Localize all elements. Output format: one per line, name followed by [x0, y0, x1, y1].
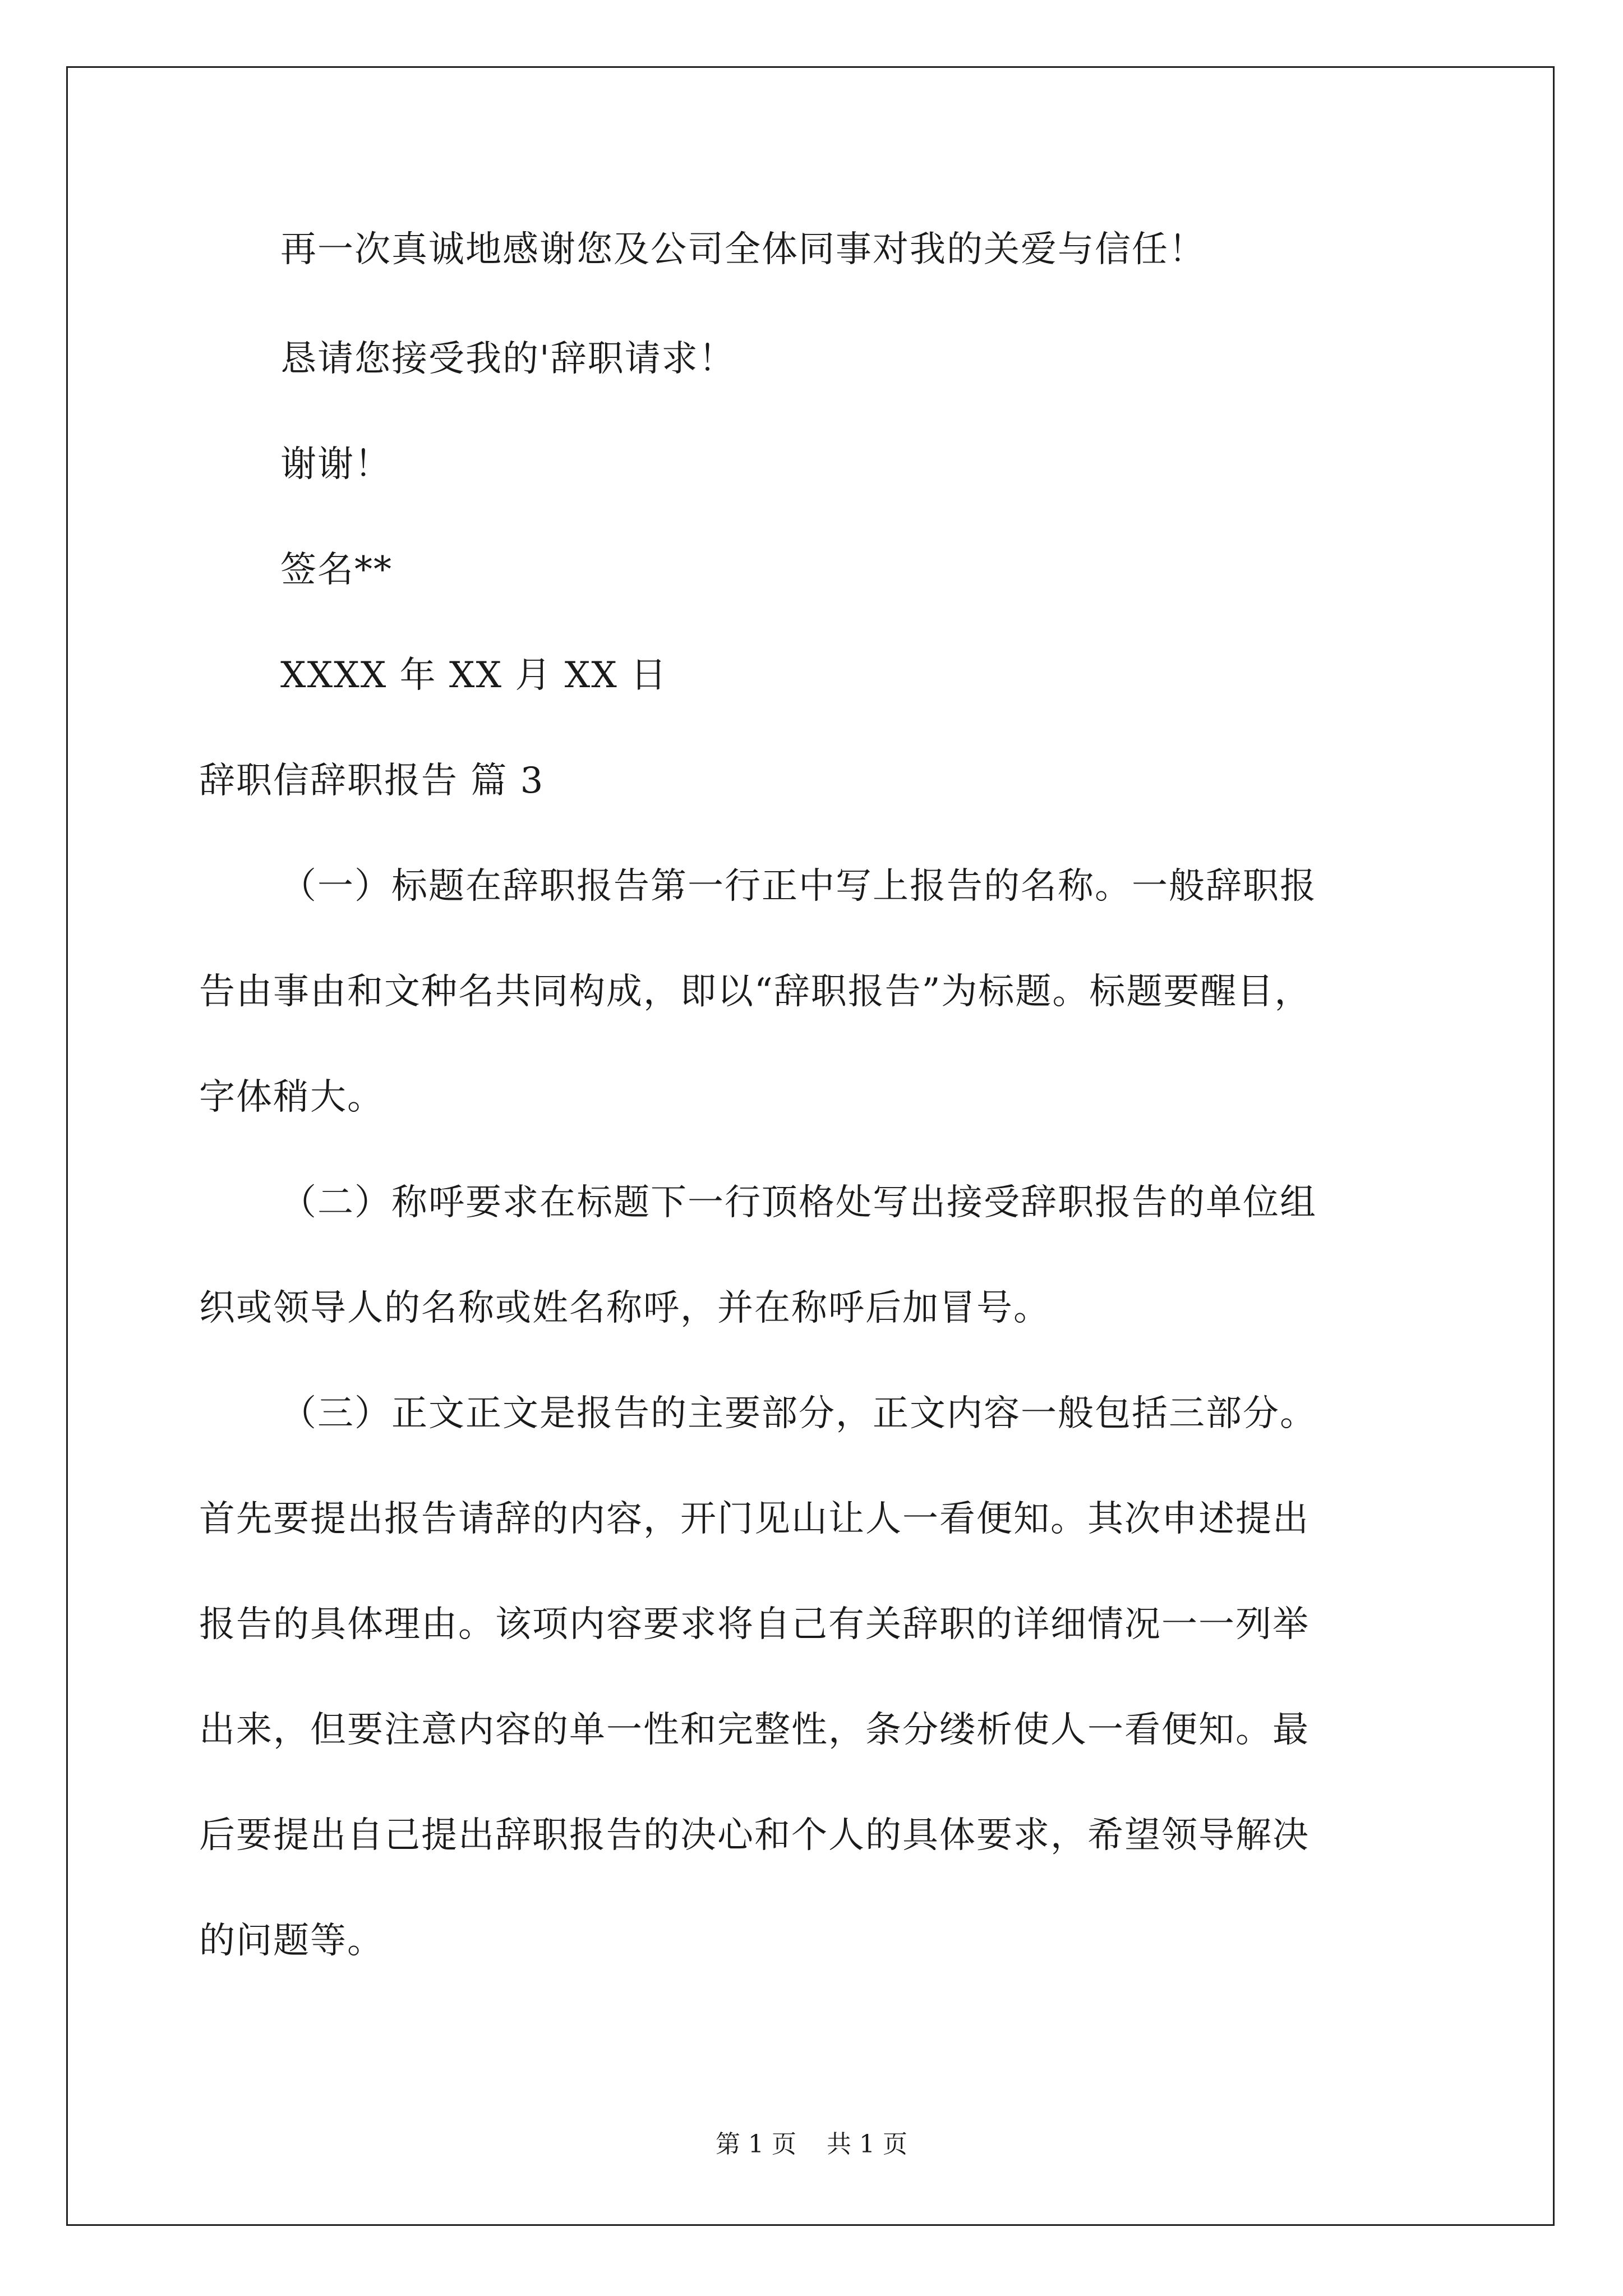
text-line: 织或领导人的名称或姓名称呼，并在称呼后加冒号。	[199, 1287, 1050, 1329]
date-line: XXXX 年 XX 月 XX 日	[280, 655, 668, 696]
text-line: 报告的具体理由。该项内容要求将自己有关辞职的详细情况一一列举	[199, 1604, 1310, 1645]
text-line: 首先要提出报告请辞的内容，开门见山让人一看便知。其次申述提出	[199, 1498, 1310, 1540]
text-line: （一）标题在辞职报告第一行正中写上报告的名称。一般辞职报	[280, 866, 1317, 907]
text-line: （三）正文正文是报告的主要部分，正文内容一般包括三部分。	[280, 1393, 1317, 1434]
text-line: 出来，但要注意内容的单一性和完整性，条分缕析使人一看便知。最	[199, 1709, 1310, 1751]
text-line: 告由事由和文种名共同构成，即以“辞职报告”为标题。标题要醒目，	[199, 971, 1312, 1013]
page-number: 第 1 页	[716, 2130, 796, 2159]
page-total: 共 1 页	[827, 2130, 907, 2159]
text-line: 再一次真诚地感谢您及公司全体同事对我的关爱与信任！	[280, 229, 1206, 270]
text-line: （二）称呼要求在标题下一行顶格处写出接受辞职报告的单位组	[280, 1182, 1317, 1223]
text-line: 字体稍大。	[199, 1076, 384, 1118]
text-line: 恳请您接受我的'辞职请求！	[280, 338, 736, 380]
page-border	[66, 66, 1555, 2226]
text-line: 后要提出自己提出辞职报告的决心和个人的具体要求，希望领导解决	[199, 1815, 1310, 1856]
text-line: 的问题等。	[199, 1920, 384, 1962]
page-footer	[0, 2129, 1623, 2160]
section-heading: 辞职信辞职报告 篇 3	[199, 760, 545, 802]
signature-line: 签名**	[280, 549, 393, 591]
text-line: 谢谢！	[280, 444, 391, 485]
